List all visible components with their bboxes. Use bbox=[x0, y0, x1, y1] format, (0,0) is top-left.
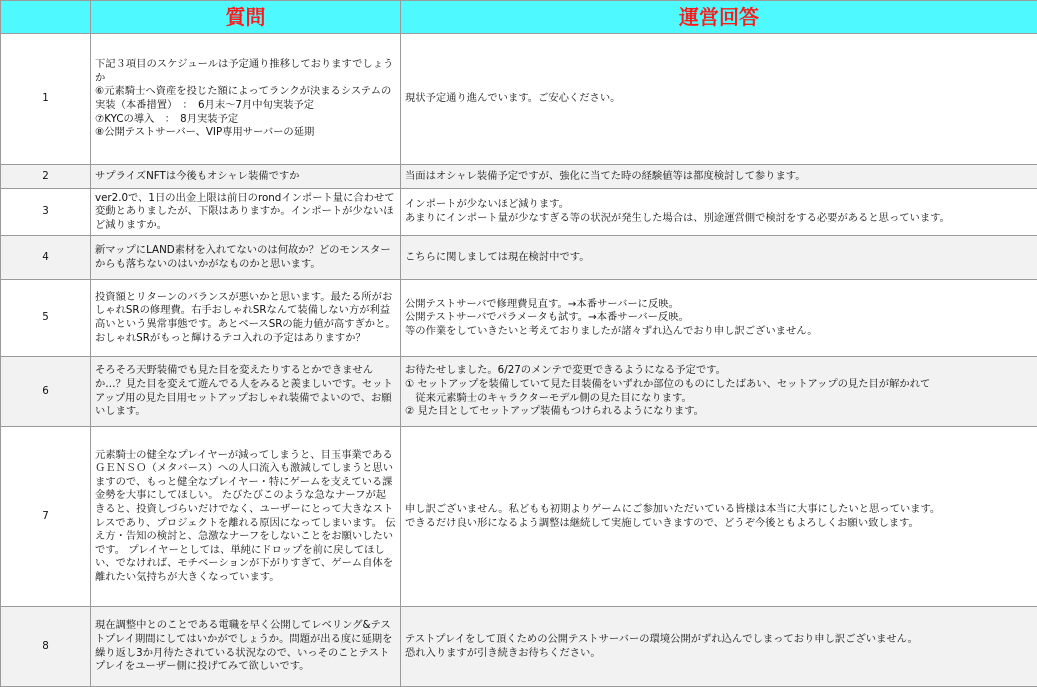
question-cell bbox=[91, 427, 401, 607]
answer-line: あまりにインポート量が少なすぎる等の状況が発生した場合は、別途運営側で検討をする必要があると思っています。 bbox=[405, 212, 1033, 226]
question-cell bbox=[91, 607, 401, 687]
question-line: ⑧公開テストサーバー、VIP専用サーバーの延期 bbox=[95, 126, 396, 140]
question-line: 下記３項目のスケジュールは予定通り推移しておりますでしょうか bbox=[95, 58, 396, 85]
answer-cell bbox=[401, 34, 1037, 165]
question-cell bbox=[91, 165, 401, 189]
row-number: 1 bbox=[1, 34, 91, 165]
answer-line: 従来元素騎士のキャラクターモデル側の見た目になります。 bbox=[405, 392, 1033, 406]
question-line: 投資額とリターンのバランスが悪いかと思います。最たる所がおしゃれSRの修理費。右手おしゃれSRなんて装備しない方が利益高いという異常事態です。あとベースSRの能力値が高すぎかと。おしゃれSRがもっと輝けるテコ入れの予定はありますか？ bbox=[95, 291, 396, 345]
answer-line: ② 見た目としてセットアップ装備もつけられるようになります。 bbox=[405, 405, 1033, 419]
question-cell bbox=[91, 280, 401, 357]
table-row bbox=[1, 165, 1037, 189]
question-cell bbox=[91, 357, 401, 427]
question-line: サプライズNFTは今後もオシャレ装備ですか bbox=[95, 170, 396, 184]
answer-cell bbox=[401, 189, 1037, 236]
answer-line: 現状予定通り進んでいます。ご安心ください。 bbox=[405, 92, 1033, 106]
answer-line: こちらに関しましては現在検討中です。 bbox=[405, 251, 1033, 265]
row-number: 2 bbox=[1, 165, 91, 189]
answer-cell bbox=[401, 236, 1037, 280]
table-row bbox=[1, 189, 1037, 236]
answer-line: インポートが少ないほど減ります。 bbox=[405, 198, 1033, 212]
row-number: 5 bbox=[1, 280, 91, 357]
question-line: 元素騎士の健全なプレイヤーが減ってしまうと、目玉事業であるＧＥＮＳＯ（メタバース）への人口流入も激減してしまうと思いますので、もっと健全なプレイヤー・特にゲームを支えている課金勢を大事にしてほしい。 たびたびこのような急なナーフが起きると、投資しづらいだけでなく、ユーザーにとって大きなストレスであり、プロジェクトを離れる原因になってしまいます。 伝え方・告知の検討と、急激なナーフをしないことをお願いしたいです。 プレイヤーとしては、単純にドロップを前に戻してほしい、でなければ、モチベーションが下がりすぎて、ゲーム自体を離れたい気持ちが大きくなっています。 bbox=[95, 449, 396, 585]
header-question: 質問 bbox=[91, 1, 401, 34]
answer-cell bbox=[401, 280, 1037, 357]
question-line: 現在調整中とのことである電職を早く公開してレベリング&テストプレイ期間にしてはいかがでしょうか。問題が出る度に延期を繰り返し3か月待たされている状況なので、いっそのことテストプレイをユーザー側に投げてみて欲しいです。 bbox=[95, 619, 396, 673]
answer-line: 申し訳ございません。私どもも初期よりゲームにご参加いただいている皆様は本当に大事にしたいと思っています。 bbox=[405, 503, 1033, 517]
table-row bbox=[1, 427, 1037, 607]
answer-cell bbox=[401, 427, 1037, 607]
question-line: ⑦KYCの導入 ： 8月実装予定 bbox=[95, 113, 396, 127]
table-row bbox=[1, 280, 1037, 357]
answer-line: 当面はオシャレ装備予定ですが、強化に当てた時の経験値等は都度検討して参ります。 bbox=[405, 170, 1033, 184]
answer-cell bbox=[401, 165, 1037, 189]
question-line: ver2.0で、1日の出金上限は前日のrondインポート量に合わせて変動とありましたが、下限はありますか。インポートが少ないほど減りますか。 bbox=[95, 192, 396, 233]
header-row bbox=[1, 1, 1037, 34]
answer-line: 公開テストサーバでパラメータも試す。→本番サーバー反映。 bbox=[405, 311, 1033, 325]
question-line: 新マップにLAND素材を入れてないのは何故か？どのモンスターからも落ちないのはいかがなものかと思います。 bbox=[95, 244, 396, 271]
table-row bbox=[1, 357, 1037, 427]
answer-cell bbox=[401, 607, 1037, 687]
header-answer: 運営回答 bbox=[401, 1, 1037, 34]
answer-line: 公開テストサーバで修理費見直す。→本番サーバーに反映。 bbox=[405, 298, 1033, 312]
answer-line: 恐れ入りますが引き続きお待ちください。 bbox=[405, 647, 1033, 661]
answer-line: できるだけ良い形になるよう調整は継続して実施していきますので、どうぞ今後ともよろしくお願い致します。 bbox=[405, 517, 1033, 531]
answer-line: お待たせしました。6/27のメンテで変更できるようになる予定です。 bbox=[405, 364, 1033, 378]
row-number: 6 bbox=[1, 357, 91, 427]
row-number: 8 bbox=[1, 607, 91, 687]
answer-cell bbox=[401, 357, 1037, 427]
question-cell bbox=[91, 34, 401, 165]
question-line: ⑥元素騎士へ資産を投じた額によってランクが決まるシステムの実装（本番措置） ： 6月末〜7月中旬実装予定 bbox=[95, 85, 396, 112]
row-number: 4 bbox=[1, 236, 91, 280]
answer-line: テストプレイをして頂くための公開テストサーバーの環境公開がずれ込んでしまっており申し訳ございません。 bbox=[405, 633, 1033, 647]
answer-line: ① セットアップを装備していて見た目装備をいずれか部位のものにしたばあい、セットアップの見た目が解かれて bbox=[405, 378, 1033, 392]
table-row bbox=[1, 236, 1037, 280]
table-row bbox=[1, 607, 1037, 687]
question-cell bbox=[91, 189, 401, 236]
answer-line: 等の作業をしていきたいと考えておりましたが諸々ずれ込んでおり申し訳ございません。 bbox=[405, 325, 1033, 339]
question-cell bbox=[91, 236, 401, 280]
table-row bbox=[1, 34, 1037, 165]
question-line: そろそろ天野装備でも見た目を変えたりするとかできませんか…？見た目を変えて遊んでる人をみると羨ましいです。セットアップ用の見た目用セットアップおしゃれ装備でよいので、お願いします。 bbox=[95, 364, 396, 418]
row-number: 7 bbox=[1, 427, 91, 607]
header-number bbox=[1, 1, 91, 34]
row-number: 3 bbox=[1, 189, 91, 236]
